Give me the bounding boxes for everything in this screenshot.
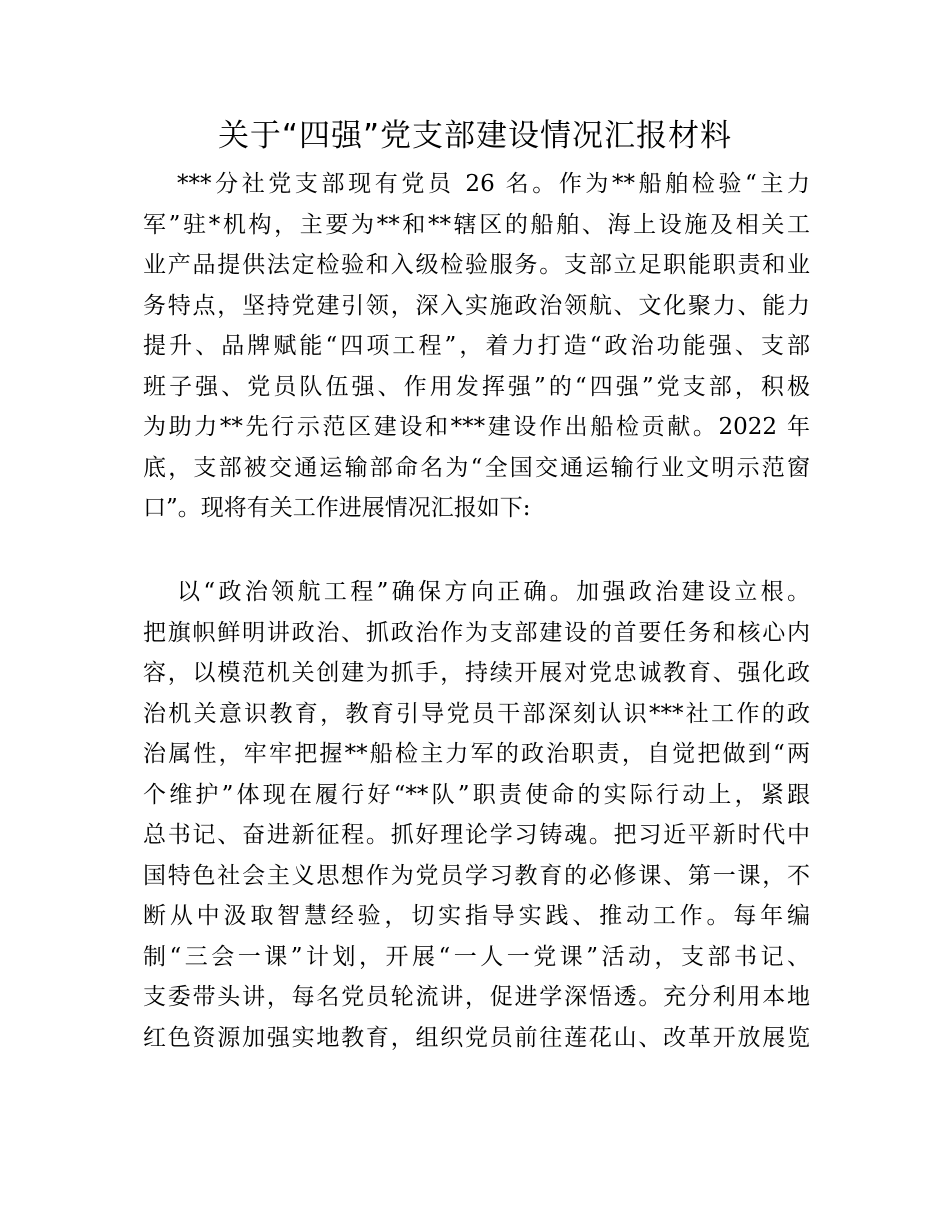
paragraph-political-leadership bbox=[143, 572, 810, 1058]
text-line: 底，支部被交通运输部命名为“全国交通运输行业文明示范窗 bbox=[143, 454, 810, 481]
text-line: 提升、品牌赋能“四项工程”，着力打造“政治功能强、支部 bbox=[143, 333, 810, 359]
text-line: 支委带头讲，每名党员轮流讲，促进学深悟透。充分利用本地 bbox=[143, 984, 810, 1010]
text-line: 红色资源加强实地教育，组织党员前往莲花山、改革开放展览 bbox=[143, 1024, 810, 1051]
text-line: ***分社党支部现有党员 26 名。作为**船舶检验“主力 bbox=[177, 171, 810, 197]
paragraph-intro bbox=[143, 164, 810, 529]
text-line: 容，以模范机关创建为抓手，持续开展对党忠诚教育、强化政 bbox=[143, 660, 810, 686]
text-line: 总书记、奋进新征程。抓好理论学习铸魂。把习近平新时代中 bbox=[143, 822, 810, 848]
text-line: 治属性，牢牢把握**船检主力军的政治职责，自觉把做到“两 bbox=[143, 741, 810, 767]
text-line: 班子强、党员队伍强、作用发挥强”的“四强”党支部，积极 bbox=[143, 373, 810, 400]
text-line: 以“政治领航工程”确保方向正确。加强政治建设立根。 bbox=[177, 579, 810, 605]
document-title: 关于“四强”党支部建设情况汇报材料 bbox=[217, 118, 733, 154]
text-line: 口”。现将有关工作进展情况汇报如下: bbox=[143, 495, 531, 521]
text-line: 军”驻*机构，主要为**和**辖区的船舶、海上设施及相关工 bbox=[143, 211, 810, 238]
text-line: 国特色社会主义思想作为党员学习教育的必修课、第一课，不 bbox=[143, 862, 810, 889]
text-line: 务特点，坚持党建引领，深入实施政治领航、文化聚力、能力 bbox=[143, 292, 810, 319]
text-line: 把旗帜鲜明讲政治、抓政治作为支部建设的首要任务和核心内 bbox=[143, 619, 810, 646]
text-line: 个维护”体现在履行好“**队”职责使命的实际行动上，紧跟 bbox=[143, 781, 810, 808]
text-line: 为助力**先行示范区建设和***建设作出船检贡献。2022 年 bbox=[143, 414, 810, 440]
text-line: 业产品提供法定检验和入级检验服务。支部立足职能职责和业 bbox=[143, 252, 810, 278]
text-line: 断从中汲取智慧经验，切实指导实践、推动工作。每年编 bbox=[143, 903, 810, 929]
text-line: 治机关意识教育，教育引导党员干部深刻认识***社工作的政 bbox=[143, 700, 810, 727]
text-line: 制“三会一课”计划，开展“一人一党课”活动，支部书记、 bbox=[143, 943, 810, 970]
